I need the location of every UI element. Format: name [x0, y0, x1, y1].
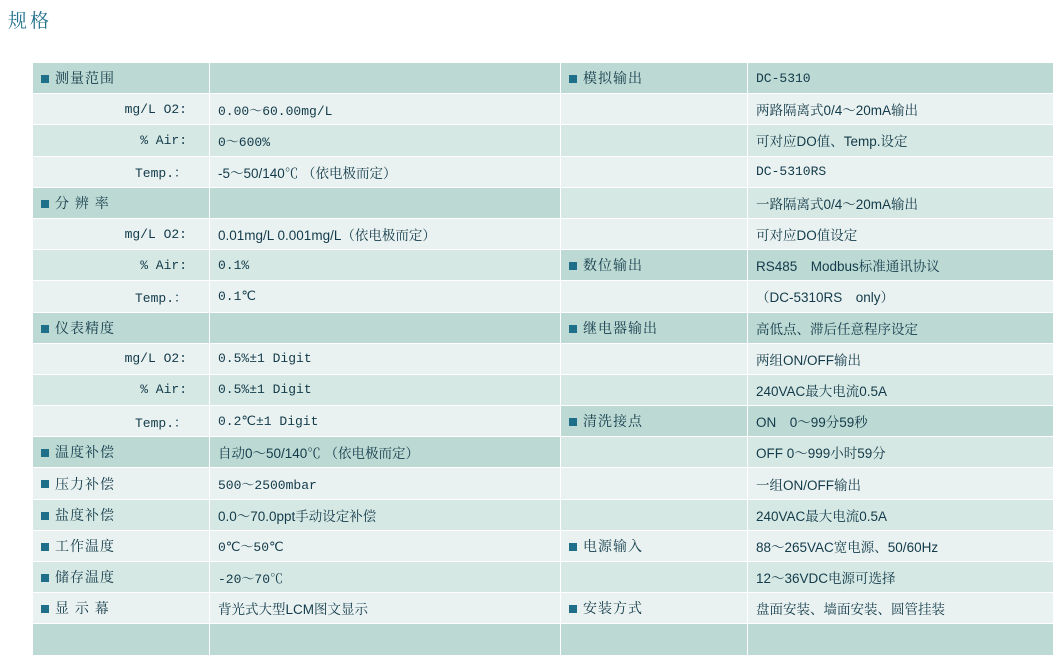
table-row — [33, 343, 575, 374]
row-label-header — [33, 499, 210, 530]
row-value: DC-5310 — [748, 63, 1053, 94]
table-left-body — [33, 63, 575, 656]
row-value — [210, 187, 575, 218]
row-label-text: 储存温度 — [55, 569, 115, 585]
table-right-body — [561, 63, 1053, 656]
row-label-text: 模拟输出 — [583, 70, 643, 86]
row-value — [210, 312, 575, 343]
row-label-sub: mg/L O2: — [33, 218, 210, 249]
row-value: 一组ON/OFF输出 — [748, 468, 1053, 499]
row-label-header — [33, 312, 210, 343]
table-row — [561, 624, 1053, 655]
row-label-header — [33, 593, 210, 624]
row-spacer-value — [210, 624, 575, 655]
row-label-header — [33, 468, 210, 499]
row-value: 0.01mg/L 0.001mg/L（依电极而定） — [210, 218, 575, 249]
row-label-empty — [561, 281, 748, 312]
row-label-empty — [561, 187, 748, 218]
row-label-header — [33, 437, 210, 468]
table-row — [33, 406, 575, 437]
square-bullet-icon — [569, 75, 577, 83]
row-label-empty — [561, 562, 748, 593]
table-row — [33, 624, 575, 655]
table-row — [561, 437, 1053, 468]
row-label-header — [561, 250, 748, 281]
row-value: 240VAC最大电流0.5A — [748, 499, 1053, 530]
table-row — [33, 562, 575, 593]
table-row — [561, 125, 1053, 156]
row-value: 0.1% — [210, 250, 575, 281]
table-row — [33, 312, 575, 343]
table-row — [561, 468, 1053, 499]
table-row — [561, 250, 1053, 281]
row-value: 高低点、滞后任意程序设定 — [748, 312, 1053, 343]
row-label-sub: mg/L O2: — [33, 343, 210, 374]
table-row — [33, 218, 575, 249]
square-bullet-icon — [41, 449, 49, 457]
row-value: DC-5310RS — [748, 156, 1053, 187]
row-label-empty — [561, 156, 748, 187]
row-value: 背光式大型LCM图文显示 — [210, 593, 575, 624]
row-label-text: 数位输出 — [583, 257, 643, 273]
row-value: 一路隔离式0/4～20mA输出 — [748, 187, 1053, 218]
row-value: 0.0～70.0ppt手动设定补偿 — [210, 499, 575, 530]
row-value: 0.00～60.00mg/L — [210, 94, 575, 125]
table-row — [561, 499, 1053, 530]
table-row — [33, 530, 575, 561]
table-row — [561, 374, 1053, 405]
row-label-text: 显 示 幕 — [55, 600, 110, 616]
row-label-header — [561, 63, 748, 94]
table-row — [561, 281, 1053, 312]
row-label-empty — [561, 343, 748, 374]
row-value: 两路隔离式0/4～20mA输出 — [748, 94, 1053, 125]
row-value: 0.2℃±1 Digit — [210, 406, 575, 437]
table-row — [33, 187, 575, 218]
square-bullet-icon — [569, 418, 577, 426]
table-row — [33, 94, 575, 125]
row-label-sub: % Air: — [33, 374, 210, 405]
row-label-header — [33, 187, 210, 218]
row-value: （DC-5310RS only） — [748, 281, 1053, 312]
row-label-header — [33, 63, 210, 94]
square-bullet-icon — [41, 480, 49, 488]
row-value: 240VAC最大电流0.5A — [748, 374, 1053, 405]
square-bullet-icon — [41, 200, 49, 208]
row-value: 0.1℃ — [210, 281, 575, 312]
square-bullet-icon — [41, 574, 49, 582]
row-label-sub: Temp.： — [33, 281, 210, 312]
square-bullet-icon — [41, 543, 49, 551]
table-row — [33, 281, 575, 312]
row-label-header — [33, 562, 210, 593]
row-value: 0.5%±1 Digit — [210, 374, 575, 405]
table-row — [33, 437, 575, 468]
table-row — [33, 156, 575, 187]
table-row — [561, 343, 1053, 374]
row-value: 可对应DO值、Temp.设定 — [748, 125, 1053, 156]
row-label-empty — [561, 218, 748, 249]
table-row — [561, 218, 1053, 249]
specifications-table-left — [32, 62, 575, 656]
row-value: 自动0～50/140℃ （依电极而定） — [210, 437, 575, 468]
row-label-text: 电源输入 — [583, 538, 643, 554]
row-label-text: 压力补偿 — [55, 476, 115, 492]
row-label-sub: Temp.： — [33, 156, 210, 187]
row-value: OFF 0～999小时59分 — [748, 437, 1053, 468]
row-value: -5～50/140℃ （依电极而定） — [210, 156, 575, 187]
table-row — [33, 63, 575, 94]
table-row — [33, 499, 575, 530]
row-label-sub: % Air: — [33, 125, 210, 156]
row-label-text: 盐度补偿 — [55, 507, 115, 523]
square-bullet-icon — [41, 605, 49, 613]
row-value: 0～600% — [210, 125, 575, 156]
table-row — [33, 125, 575, 156]
row-label-header — [561, 593, 748, 624]
row-label-empty — [561, 499, 748, 530]
row-value: ON 0～99分59秒 — [748, 406, 1053, 437]
table-row — [561, 406, 1053, 437]
table-row — [33, 374, 575, 405]
row-label-text: 分 辨 率 — [55, 195, 110, 211]
row-label-empty — [561, 437, 748, 468]
table-row — [33, 250, 575, 281]
row-value: 可对应DO值设定 — [748, 218, 1053, 249]
row-spacer-cell — [33, 624, 210, 655]
row-label-header — [561, 530, 748, 561]
row-label-sub: mg/L O2: — [33, 94, 210, 125]
row-label-empty — [561, 125, 748, 156]
specifications-table-right — [560, 62, 1053, 656]
square-bullet-icon — [569, 543, 577, 551]
square-bullet-icon — [41, 512, 49, 520]
row-label-text: 安装方式 — [583, 600, 643, 616]
row-value: 88～265VAC宽电源、50/60Hz — [748, 530, 1053, 561]
square-bullet-icon — [569, 605, 577, 613]
row-label-text: 继电器输出 — [583, 320, 658, 336]
row-value: 500～2500mbar — [210, 468, 575, 499]
row-label-empty — [561, 94, 748, 125]
row-label-empty — [561, 468, 748, 499]
table-row — [561, 63, 1053, 94]
square-bullet-icon — [41, 75, 49, 83]
row-value: RS485 Modbus标准通讯协议 — [748, 250, 1053, 281]
square-bullet-icon — [41, 325, 49, 333]
row-label-text: 仪表精度 — [55, 320, 115, 336]
row-label-header — [561, 406, 748, 437]
square-bullet-icon — [569, 262, 577, 270]
row-spacer-value — [748, 624, 1053, 655]
table-row — [561, 312, 1053, 343]
row-value: 0℃～50℃ — [210, 530, 575, 561]
row-value: 12～36VDC电源可选择 — [748, 562, 1053, 593]
row-label-header — [33, 530, 210, 561]
table-row — [561, 187, 1053, 218]
row-label-text: 清洗接点 — [583, 413, 643, 429]
row-label-sub: Temp.： — [33, 406, 210, 437]
row-value: 两组ON/OFF输出 — [748, 343, 1053, 374]
page-title: 规格 — [8, 6, 52, 33]
row-label-sub: % Air: — [33, 250, 210, 281]
table-row — [561, 94, 1053, 125]
row-value: 0.5%±1 Digit — [210, 343, 575, 374]
row-value: 盘面安装、墙面安装、圆管挂装 — [748, 593, 1053, 624]
table-row — [561, 530, 1053, 561]
row-label-text: 温度补偿 — [55, 444, 115, 460]
table-row — [561, 156, 1053, 187]
row-label-text: 测量范围 — [55, 70, 115, 86]
row-spacer-cell — [561, 624, 748, 655]
row-label-empty — [561, 374, 748, 405]
row-label-text: 工作温度 — [55, 538, 115, 554]
row-value: -20～70℃ — [210, 562, 575, 593]
table-row — [33, 593, 575, 624]
table-row — [561, 562, 1053, 593]
table-row — [561, 593, 1053, 624]
square-bullet-icon — [569, 325, 577, 333]
row-value — [210, 63, 575, 94]
row-label-header — [561, 312, 748, 343]
table-row — [33, 468, 575, 499]
